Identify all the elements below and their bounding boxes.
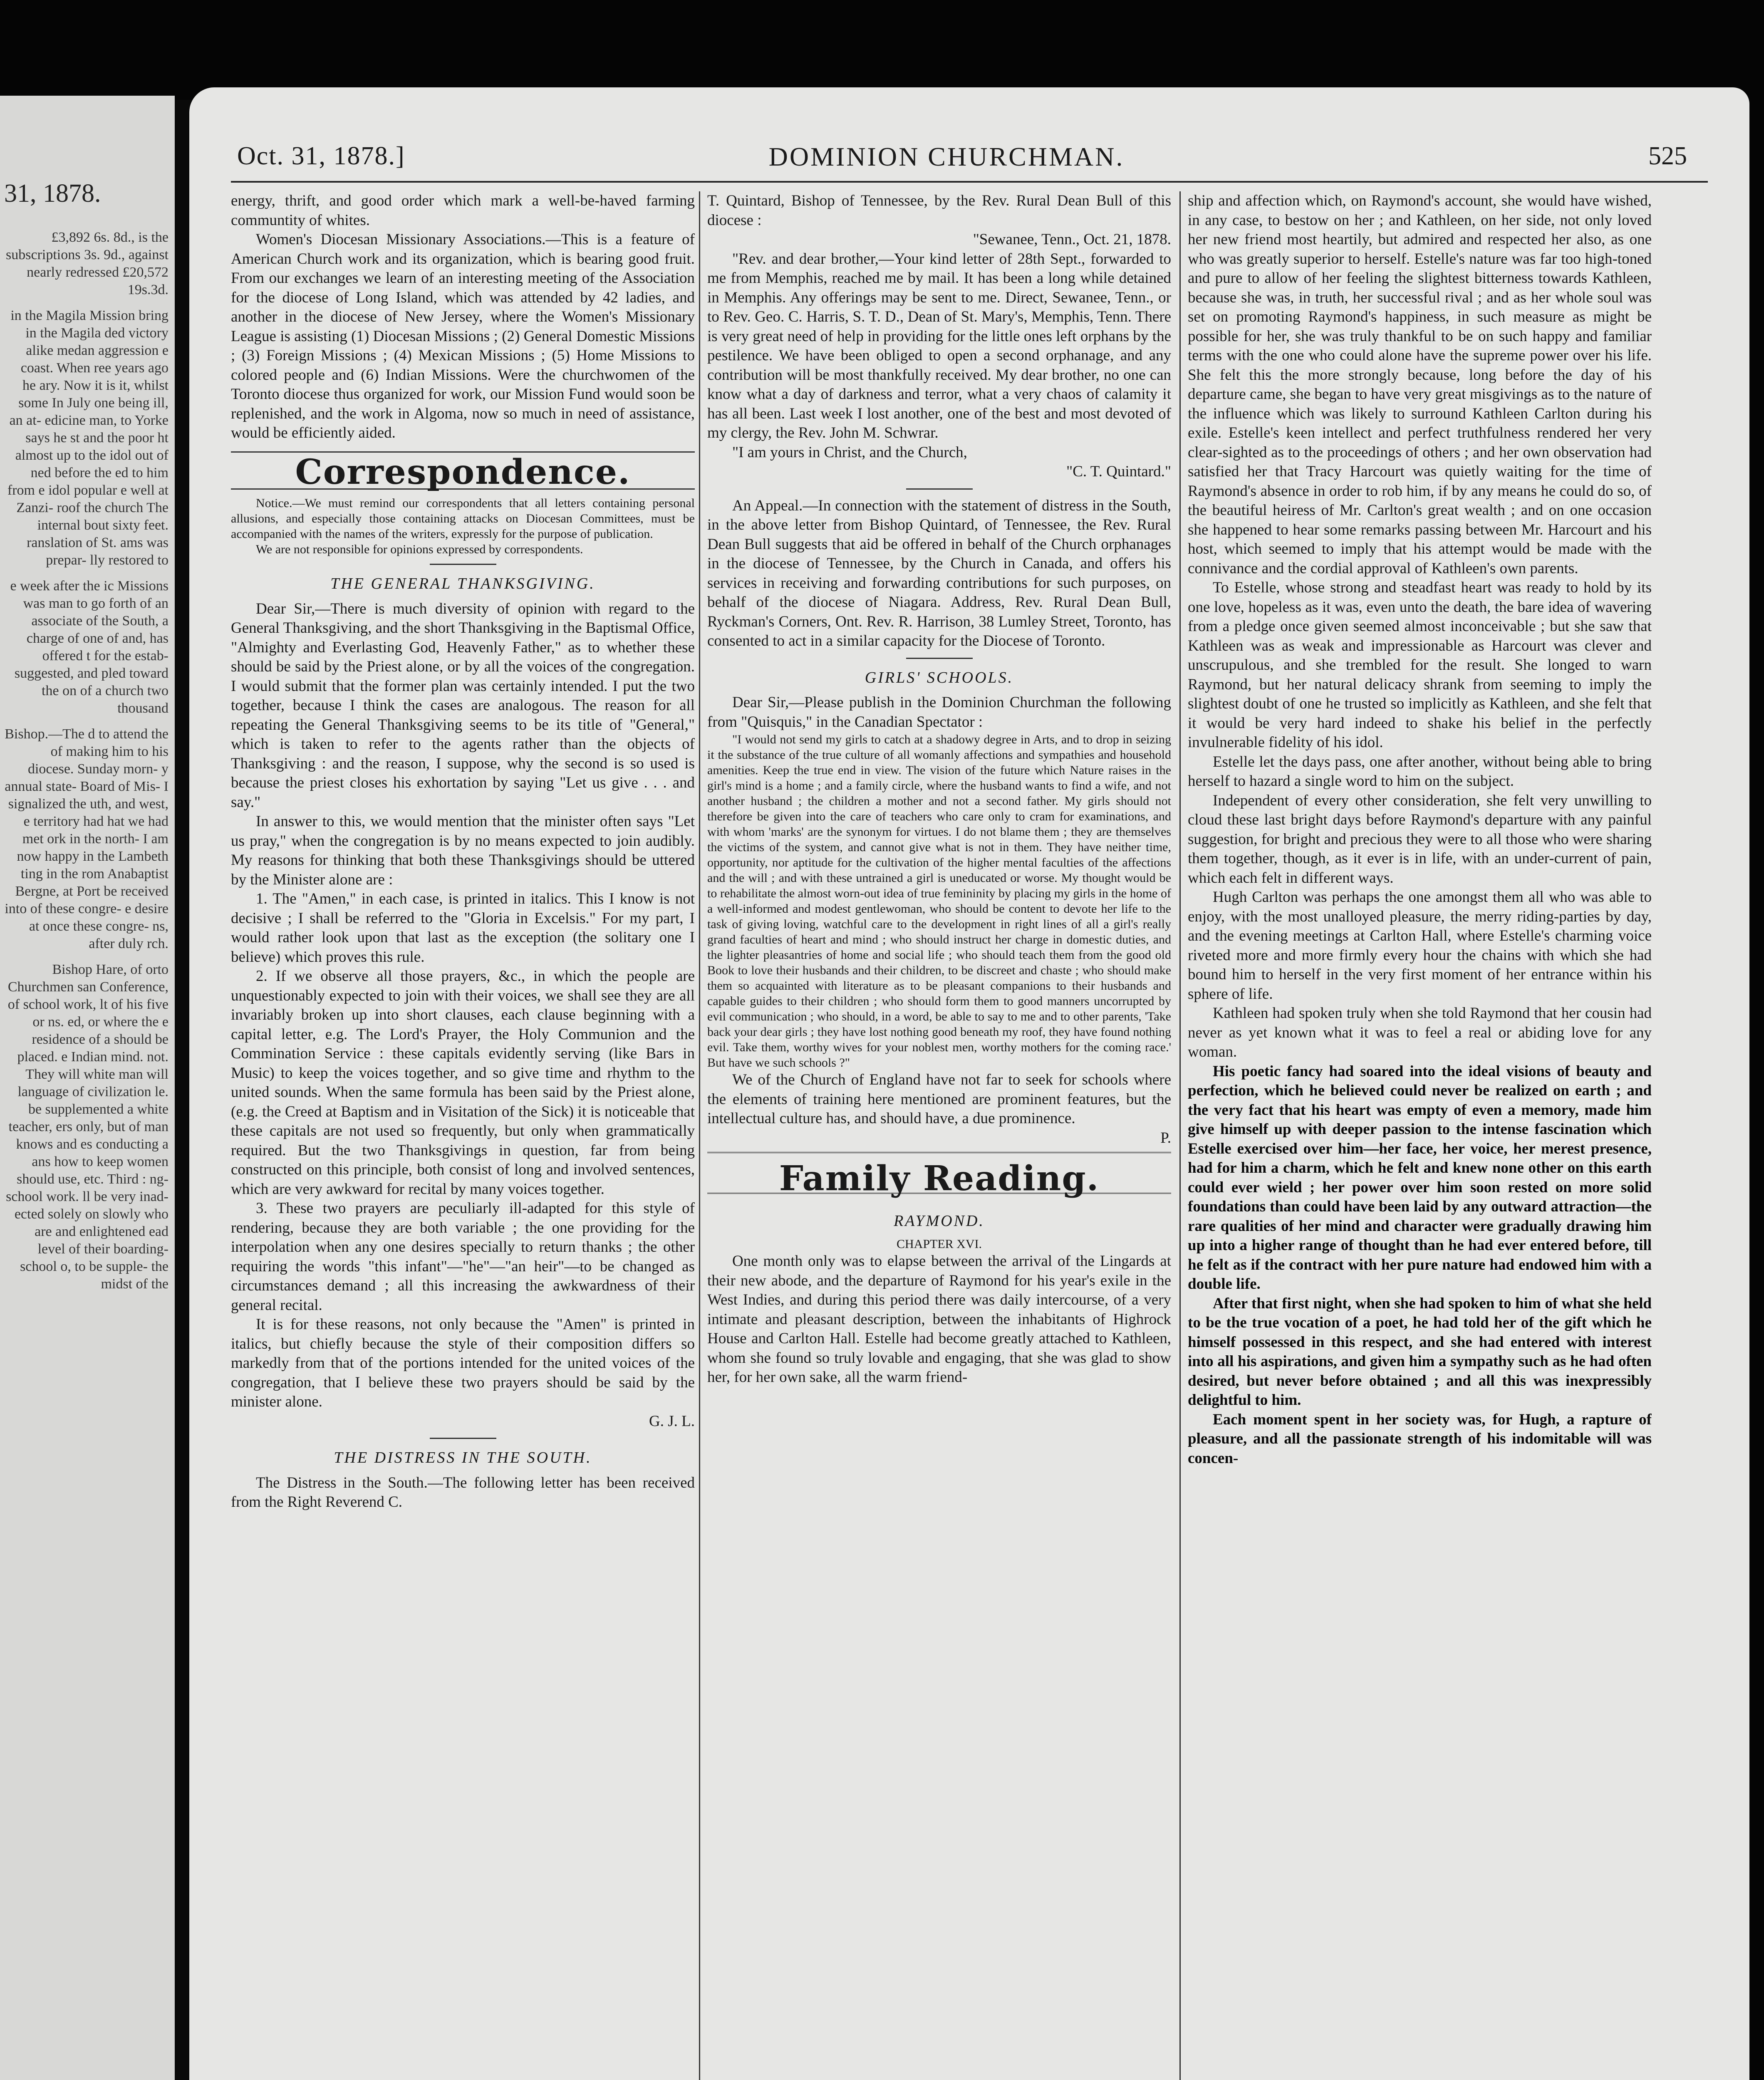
signature: P. [1160, 1129, 1171, 1146]
quotation: "I would not send my girls to catch at a shadowy degree in Arts, and to drop in seizing it the substance of the true culture of all womanly affections and sympathies and household amenities. Keep the true end in view. The vision of the future which Nature raises in the girl's mind is a home ; and a family circle, where the husband wants to find a wife, and not another husband ; the children a mother and not a second father. My girls should not therefore be given into the care of teachers who care only to cram for examinations, and with whom 'marks' are the synonym for virtues. I do not blame them ; they are themselves the victims of the system, and cannot give what is not in them. They have neither time, opportunity, nor aptitude for the cultivation of the higher mental faculties of the affections and the will ; and with these untrained a girl is uneducated or worse. My thought would be to rehabilitate the almost worn-out idea of true femininity by placing my girls in the home of a well-informed and modest gentlewoman, who should be content to devote her life to the task of giving loving, watchful care to the development in right lines of all a girl's really grand faculties of heart and mind ; who should instruct her charge in domestic duties, and the lighter pleasantries of home and social life ; who should teach them from the good old Book to love their husbands and their children, to be discreet and chaste ; who should make them so acquainted with literature as to be pleasant companions to their husbands and capable guides to their children ; who should form them to good manners uncorrupted by evil communication ; who should, in a word, be able to say to me and to other parents, 'Take back your dear girls ; they have lost nothing good beneath my roof, they have found nothing evil. Take them, worthy wives for your noblest men, worthy mothers for the coming race.' But have we such schools ?" [707, 733, 1171, 1070]
paragraph: Estelle let the days pass, one after another, without being able to bring herself to hazard a single word to him on the subject. [1188, 753, 1652, 790]
paragraph: The Distress in the South.—The following letter has been received from the Right Reverend C. [231, 1474, 695, 1510]
signature: G. J. L. [649, 1412, 695, 1430]
paragraph: In answer to this, we would mention that the minister often says "Let us pray," when the congregation is by no means expected to join audibly. My reasons for thinking that both these Thanksgivings should be uttered by the Minister alone are : [231, 813, 695, 888]
fragment-text: Bishop Hare, of orto Churchmen san Conference, of school work, lt of his five or ns. ed, or where the e residence of a should be placed. e Indian mind. not. They will white man will language of civilization le. be supplemented a white teacher, ers only, but of man knows and es conducting a ans how to keep women should use, etc. Third : ng-school work. ll be very inad- ected solely on slowly who are and enlightened ead level of their boarding-school o, to be supple- the midst of the [6, 962, 168, 1292]
section-title-correspondence: Correspondence. [295, 452, 631, 492]
previous-page-fragment [0, 96, 175, 2080]
page-header [189, 141, 1749, 179]
previous-page-date: 31, 1878. [4, 179, 101, 208]
divider [906, 488, 973, 490]
paragraph: Women's Diocesan Missionary Associations.—This is a feature of American Church work and its organization, which is bearing good fruit. From our exchanges we learn of an interesting meeting of the Association for the diocese of Long Island, which was attended by 42 ladies, and another in the diocese of New Jersey, where the Women's Missionary League is assisting (1) Diocesan Missions ; (2) General Domestic Missions ; (3) Foreign Missions ; (4) Mexican Missions ; (5) Home Missions to colored people and (6) Indian Missions. Were the churchwomen of the Toronto diocese thus organized for work, our Mission Fund would soon be replenished, and the work in Algoma, now so much in need of assistance, would be efficiently aided. [231, 231, 695, 441]
signature: "C. T. Quintard." [1066, 463, 1171, 480]
fragment-text: in the Magila Mission bring in the Magila ded victory alike medan aggression e coast. When ree years ago he ary. Now it is it, whilst some In July one being ill, an at- edicine man, to Yorke says he st and the poor ht almost up to the idol out of ned before the ed to him from e idol popular e well at Zanzi- roof the church The internal bout sixty feet. ranslation of St. ams was prepar- lly restored to [7, 308, 168, 568]
paragraph: 3. These two prayers are peculiarly ill-adapted for this style of rendering, because they are both variable ; the one providing for the interpolation when any one desires specially to return thanks ; the other requiring the words "this infant"—"he"—"an heir"—to be changed as circumstances demand ; all this increasing the awkwardness of their general recital. [231, 1200, 695, 1314]
fragment-text: £3,892 6s. 8d., is the subscriptions 3s. 9d., against nearly redressed £20,572 19s.3d. [6, 230, 168, 297]
column-rule [699, 191, 700, 2080]
column-3 [1188, 191, 1652, 2080]
paragraph: We of the Church of England have not far to seek for schools where the elements of training here mentioned are prominent features, but the intellectual culture has, and should have, a due prominence. [707, 1071, 1171, 1127]
paragraph: energy, thrift, and good order which mark a well-be-haved farming communtity of whites. [231, 192, 695, 229]
paragraph: An Appeal.—In connection with the statement of distress in the South, in the above letter from Bishop Quintard, of Tennessee, the Rev. Rural Dean Bull suggests that aid be offered in behalf of the Church orphanages in the diocese of Tennessee, by the Church in Canada, and offers his services in receiving and forwarding contributions for such purposes, on behalf of the diocese of Niagara. Address, Rev. Rural Dean Bull, Ryckman's Corners, Ont. Rev. R. Harrison, 38 Lumley Street, Toronto, has consented to act in a similar capacity for the Diocese of Toronto. [707, 497, 1171, 649]
notice-text: We are not responsible for opinions expressed by correspondents. [256, 542, 583, 556]
paragraph: Kathleen had spoken truly when she told Raymond that her cousin had never as yet known what it was to feel a real or abiding love for any woman. [1188, 1005, 1652, 1060]
paragraph: His poetic fancy had soared into the ideal visions of beauty and perfection, which he believed could never be realized on earth ; and the very fact that his heart was empty of even a memory, made him give himself up with deeper passion to the intense fascination which Estelle exercised over him—her face, her voice, her merest presence, had for him a charm, which he felt and knew none other on this earth could ever wield ; her power over him soon rested on more solid foundations than could have been laid by any outward attraction—the rare qualities of her mind and character were gradually drawing him up into a higher range of thought than he had ever entered before, till he felt as if the contract with her pure nature had endowed him with a double life. [1188, 1062, 1652, 1293]
fragment-text: Bishop.—The d to attend the of making him to his diocese. Sunday morn- y annual state- Board of Mis- I signalized the uth, and west, e territory had hat we had met ork in the north- I am now happy in the Lambeth ting in the rom Anabaptist Bergne, at Port be received into of these congre- e desire at once these congre- ns, after duly rch. [5, 726, 168, 951]
paragraph: To Estelle, whose strong and steadfast heart was ready to hold by its one love, hopeless as it was, even unto the death, the bare idea of wavering from a pledge once given seemed almost inconceivable ; but she saw that Kathleen was as weak and impressionable as Harcourt was clever and unscrupulous, and she trembled for the result. She longed to warn Raymond, but her natural delicacy shrank from seeming to imply the slightest doubt of one he trusted so implicitly as Kathleen, and she felt that it would be very hard indeed to shake his belief in the perfectly invulnerable fidelity of his idol. [1188, 579, 1652, 751]
chapter-label: CHAPTER XVI. [896, 1237, 982, 1251]
divider [430, 1438, 496, 1439]
page-number: 525 [1648, 142, 1687, 170]
paragraph: Hugh Carlton was perhaps the one amongst them all who was able to enjoy, with the most unalloyed pleasure, the merry riding-parties by day, and the evening meetings at Carlton Hall, where Estelle's charming voice riveted more and more firmly every hour the chains with which she had bound him to herself in the very first moment of her entrance within his sphere of life. [1188, 889, 1652, 1003]
divider [430, 564, 496, 565]
divider [906, 658, 973, 659]
notice-text: Notice.—We must remind our correspondents that all letters containing personal allusions, and especially those containing attacks on Diocesan Committees, must be accompanied with the names of the writers, expressly for the purpose of publication. [231, 496, 695, 541]
previous-page-column [4, 229, 168, 1301]
paragraph: ship and affection which, on Raymond's account, she would have wished, in any case, to bestow on her ; and Kathleen, on her side, not only loved her new friend most heartily, but admired and respected her also, as one who was greatly superior to herself. Estelle's nature was far too high-toned and pure to allow of her feeling the slightest bitterness towards Kathleen, because she was, in truth, her successful rival ; and as her whole soul was set on promoting Raymond's happiness, in such measure as might be possible for her, she was truly thankful to be on such happy and familiar terms with the one who could alone have the supreme power over his life. She felt this the more strongly because, long before the day of his departure came, she began to have very great misgivings as to the nature of the influence which was likely to surround Kathleen Carlton during his exile. Estelle's keen intellect and perfect truthfulness rendered her very clear-sighted as to the proceedings of others ; and her own observation had satisfied her that Tracy Harcourt was quietly waiting for the time of Raymond's absence in order to rob him, if by any means he could do so, of the beautiful heiress of Mr. Carlton's great wealth ; and on one occasion she happened to hear some remarks passing between Mr. Harcourt and his host, which seemed to imply that his attempt would be made with the connivance and the cordial approval of Kathleen's own parents. [1188, 192, 1652, 577]
column-2 [707, 191, 1171, 2080]
header-rule [231, 181, 1708, 183]
paragraph: Dear Sir,—There is much diversity of opinion with regard to the General Thanksgiving, and the short Thanksgiving in the Baptismal Office, "Almighty and Everlasting God, Heavenly Father," as to whether these should be said by the Priest alone, or by all the voices of the congregation. I would submit that the former plan was certainly intended. I put the two together, because I think the cases are analogous. The reason for all repeating the General Thanksgiving seems to be its title of "General," which is taken to refer to the agents rather than the objects of Thanksgiving : and the reason, I suppose, why the second is so used is because the priest closes his exhortation by saying "Let us give . . . and say." [231, 600, 695, 811]
article-heading: THE GENERAL THANKSGIVING. [330, 575, 595, 592]
closing: "I am yours in Christ, and the Church, [732, 443, 967, 461]
story-title: RAYMOND. [894, 1212, 985, 1230]
paragraph: Each moment spent in her society was, for Hugh, a rapture of pleasure, and all the passionate strength of his indomitable will was concen- [1188, 1411, 1652, 1467]
article-heading: THE DISTRESS IN THE SOUTH. [334, 1449, 592, 1466]
dateline: "Sewanee, Tenn., Oct. 21, 1878. [973, 231, 1171, 248]
issue-date: Oct. 31, 1878.] [237, 142, 405, 170]
paragraph: One month only was to elapse between the arrival of the Lingards at their new abode, and the departure of Raymond for his year's exile in the West Indies, and during this period there was daily intercourse, of a very intimate and pleasant description, between the inhabitants of Highrock House and Carlton Hall. Estelle had become greatly attached to Kathleen, whom she found so truly lovable and engaging, that she was glad to show her, for her own sake, all the warm friend- [707, 1253, 1171, 1386]
paragraph: It is for these reasons, not only because the "Amen" is printed in italics, but chiefly because the style of their composition differs so markedly from that of the portions intended for the united voices of the congregation, that I believe these two prayers should be said by the minister alone. [231, 1316, 695, 1410]
paragraph: "Rev. and dear brother,—Your kind letter of 28th Sept., forwarded to me from Memphis, reached me by mail. It has been a long while detained in Memphis. Any offerings may be sent to me. Direct, Sewanee, Tenn., or to Rev. Geo. C. Harris, S. T. D., Dean of St. Mary's, Memphis, Tenn. There is very great need of help in providing for the little ones left orphans by the pestilence. We have been obliged to open a second orphanage, and any contribution will be most thankfully received. My dear brother, no one can know what a day of darkness and terror, what a very chaos of calamity it has all been. Last week I lost another, one of the best and most devoted of my clergy, the Rev. John M. Schwrar. [707, 250, 1171, 441]
fragment-text: e week after the ic Missions was man to go forth of an associate of the South, a charge of one of and, has offered t for the estab- suggested, and pled toward the on of a church two thousand [10, 578, 168, 716]
column-1 [231, 191, 695, 2080]
paragraph: After that first night, when she had spoken to him of what she held to be the true vocation of a poet, he had told her of the gift which he himself possessed in this respect, and she had entered with interest into all his aspirations, and given him a sympathy such as he had often desired, but never before obtained ; and all this was inexpressibly delightful to him. [1188, 1295, 1652, 1409]
paragraph: Independent of every other consideration, she felt very unwilling to cloud these last bright days before Raymond's departure with any painful suggestion, for bright and precious they were to all those who were sharing them together, though, as it ever is in life, with an under-current of pain, which each felt in different ways. [1188, 792, 1652, 886]
section-rule [231, 451, 695, 490]
newspaper-page [189, 87, 1749, 2080]
paragraph: Dear Sir,—Please publish in the Dominion Churchman the following from "Quisquis," in the Canadian Spectator : [707, 694, 1171, 730]
section-title-family-reading: Family Reading. [779, 1159, 1100, 1198]
column-rule [1179, 191, 1181, 2080]
paragraph: 1. The "Amen," in each case, is printed in italics. This I know is not decisive ; I shall be referred to the "Gloria in Excelsis." For my part, I would rather look upon that last as the exception (the solitary one I believe) which proves this rule. [231, 890, 695, 966]
article-heading: GIRLS' SCHOOLS. [865, 669, 1014, 686]
publication-title: DOMINION CHURCHMAN. [768, 142, 1125, 171]
paragraph: T. Quintard, Bishop of Tennessee, by the Rev. Rural Dean Bull of this diocese : [707, 192, 1171, 229]
paragraph: 2. If we observe all those prayers, &c., in which the people are unquestionably expected to join with their voices, we shall see they are all invariably broken up into short clauses, each clause beginning with a capital letter, e.g. The Lord's Prayer, the Holy Communion and the Commination Service : these capitals evidently serving (like Bars in Music) to keep the voices together, and so give time and rhythm to the united sounds. When the same formula has been said by the Priest alone, (e.g. the Creed at Baptism and in Visitation of the Sick) it is noticeable that these capitals are not used so frequently, but only when grammatically required. But the two Thanksgivings in question, far from being constructed on this principle, both consist of long and involved sentences, which are very awkward for recital by many voices together. [231, 968, 695, 1198]
